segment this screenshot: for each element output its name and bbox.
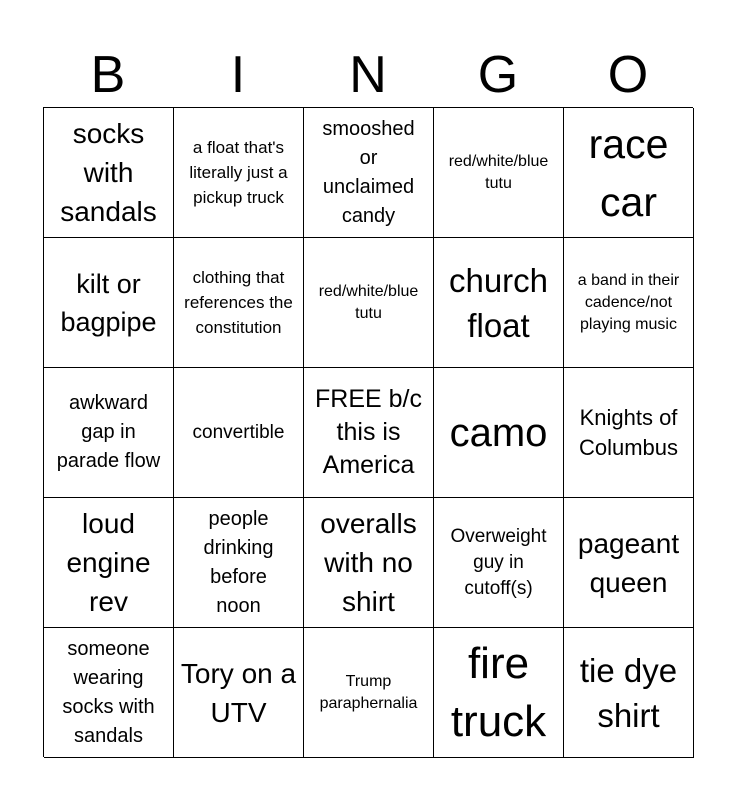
cell-text: a float that's literally just a pickup truck [189, 138, 288, 207]
bingo-cell[interactable] [564, 368, 694, 498]
bingo-cell[interactable] [44, 498, 174, 628]
cell-text: smooshed or unclaimed candy [322, 117, 415, 227]
header-letter-o: O [607, 46, 649, 104]
header-letter-g: G [477, 46, 519, 104]
bingo-cell[interactable] [304, 628, 434, 758]
cell-text: FREE b/c this is America [315, 385, 422, 479]
cell-text: fire truck [450, 638, 547, 746]
cell-text: tie dye shirt [579, 651, 678, 734]
bingo-cell[interactable] [304, 498, 434, 628]
bingo-cell[interactable] [174, 498, 304, 628]
bingo-cell[interactable] [564, 238, 694, 368]
bingo-cell[interactable] [434, 238, 564, 368]
cell-text: clothing that references the constitution [184, 268, 293, 337]
bingo-cell[interactable] [44, 628, 174, 758]
bingo-cell[interactable] [564, 628, 694, 758]
cell-text: Trump paraphernalia [319, 672, 418, 712]
bingo-cell[interactable] [434, 368, 564, 498]
cell-text: Overweight guy in cutoff(s) [450, 525, 547, 599]
cell-text: people drinking before noon [203, 507, 274, 617]
bingo-cell[interactable] [434, 498, 564, 628]
bingo-cell[interactable] [304, 368, 434, 498]
bingo-header [43, 44, 693, 106]
bingo-cell[interactable] [564, 498, 694, 628]
cell-text: someone wearing socks with sandals [62, 637, 155, 747]
cell-text: red/white/blue tutu [318, 282, 419, 322]
header-letter-n: N [349, 46, 387, 104]
bingo-cell[interactable] [174, 108, 304, 238]
bingo-cell[interactable] [564, 108, 694, 238]
cell-text: red/white/blue tutu [448, 152, 549, 192]
bingo-cell[interactable] [174, 628, 304, 758]
cell-text: race car [588, 120, 669, 225]
cell-text: Tory on a UTV [180, 657, 297, 728]
cell-text: kilt or bagpipe [60, 268, 157, 337]
header-letter-b: B [90, 46, 126, 104]
bingo-cell[interactable] [434, 628, 564, 758]
bingo-cell[interactable] [304, 108, 434, 238]
bingo-cell[interactable] [174, 238, 304, 368]
header-letter-i: I [230, 46, 246, 104]
bingo-cell[interactable] [44, 368, 174, 498]
cell-text: camo [449, 410, 548, 455]
cell-text: Knights of Columbus [578, 404, 679, 460]
cell-text: church float [448, 261, 549, 344]
cell-text: pageant queen [577, 527, 680, 598]
cell-text: socks with sandals [60, 118, 157, 227]
cell-text: a band in their cadence/not playing music [577, 271, 680, 333]
cell-text: convertible [192, 421, 285, 443]
bingo-cell[interactable] [434, 108, 564, 238]
cell-text: loud engine rev [66, 508, 151, 617]
cell-text: overalls with no shirt [320, 508, 417, 617]
bingo-board [43, 107, 693, 757]
cell-text: awkward gap in parade flow [56, 392, 161, 472]
bingo-cell[interactable] [304, 238, 434, 368]
bingo-cell[interactable] [44, 108, 174, 238]
bingo-cell[interactable] [44, 238, 174, 368]
bingo-cell[interactable] [174, 368, 304, 498]
